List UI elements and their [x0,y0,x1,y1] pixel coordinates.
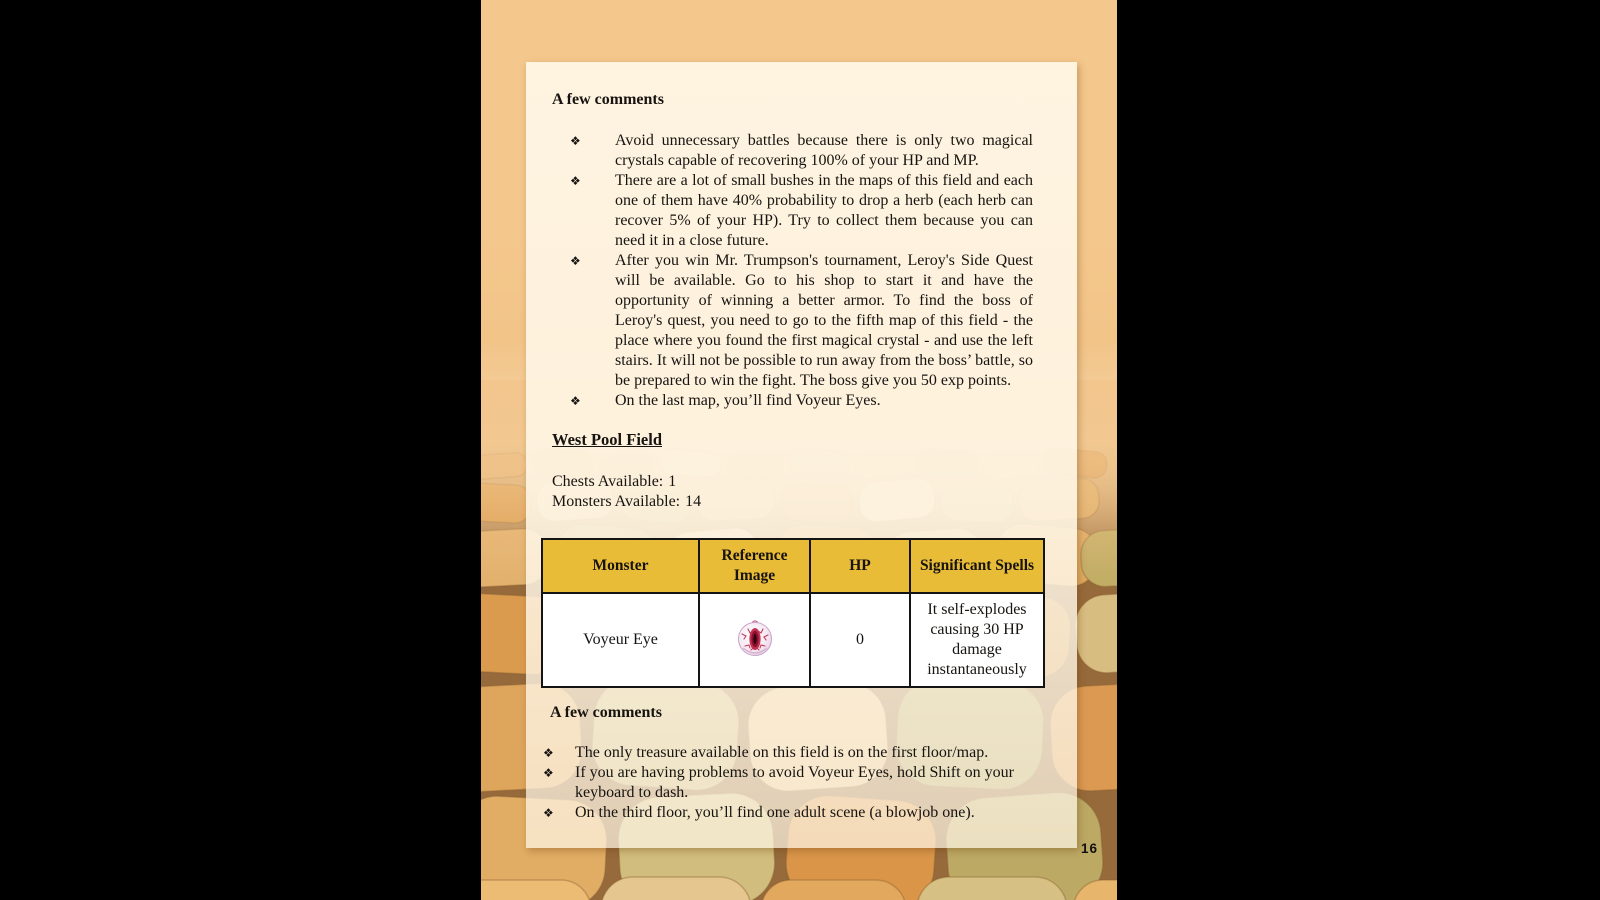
comments-list-bottom [543,743,1031,823]
table-row [542,593,1044,687]
monster-spells-cell: It self-explodes causing 30 HP damage instantaneously [910,593,1044,687]
list-item [552,171,1033,251]
comment-text: If you are having problems to avoid Voyeur Eyes, hold Shift on your keyboard to dash. [575,764,1014,801]
table-header-row [542,539,1044,593]
comment-text: Avoid unnecessary battles because there is only two magical crystals capable of recovering 100% of your HP and MP. [615,132,1033,169]
stat-label: Chests Available: [552,473,664,490]
diamond-bullet-icon: ❖ [543,766,554,780]
list-item [543,763,1031,803]
diamond-bullet-icon: ❖ [543,746,554,760]
voyeur-eye-sprite-icon [735,616,775,658]
comments-heading-bottom: A few comments [550,704,662,721]
column-header-hp: HP [810,539,910,593]
comments-section-bottom [543,703,1031,823]
monster-table [541,538,1045,688]
stat-label: Monsters Available: [552,493,681,510]
list-item [543,743,1031,763]
field-title: West Pool Field [552,430,662,449]
diamond-bullet-icon: ❖ [570,174,581,188]
column-header-reference-image: Reference Image [699,539,810,593]
stat-value: 14 [685,493,702,510]
column-header-significant-spells: Significant Spells [910,539,1044,593]
monster-name-cell: Voyeur Eye [542,593,699,687]
game-guide-backdrop [481,0,1117,900]
guide-page [526,62,1077,848]
list-item [552,131,1033,171]
comment-text: On the last map, you’ll find Voyeur Eyes. [615,392,881,409]
monsters-available-stat [552,492,1033,512]
column-header-monster: Monster [542,539,699,593]
page-number: 16 [1081,841,1099,856]
diamond-bullet-icon: ❖ [570,134,581,148]
comments-list-top [552,131,1033,411]
list-item [552,251,1033,391]
diamond-bullet-icon: ❖ [570,254,581,268]
comment-text: The only treasure available on this field is on the first floor/map. [575,744,989,761]
diamond-bullet-icon: ❖ [570,394,581,408]
stat-value: 1 [668,473,677,490]
list-item [543,803,1031,823]
monster-hp-cell: 0 [810,593,910,687]
list-item [552,391,1033,411]
comments-heading-top: A few comments [552,91,664,108]
comment-text: On the third floor, you’ll find one adult scene (a blowjob one). [575,804,975,821]
chests-available-stat [552,472,1033,492]
comment-text: There are a lot of small bushes in the maps of this field and each one of them have 40% probability to drop a herb (each herb can recover 5% of your HP). Try to collect them because you can need it in a close future. [615,172,1033,249]
monster-image-cell [699,593,810,687]
diamond-bullet-icon: ❖ [543,806,554,820]
comment-text: After you win Mr. Trumpson's tournament, Leroy's Side Quest will be available. Go to his shop to start it and have the opportunity of winning a better armor. To find the boss of Leroy's quest, you need to go to the fifth map of this field - the place where you found the first magical crystal - and use the left stairs. It will not be possible to run away from the boss’ battle, so be prepared to win the fight. The boss give you 50 exp points. [615,252,1033,389]
